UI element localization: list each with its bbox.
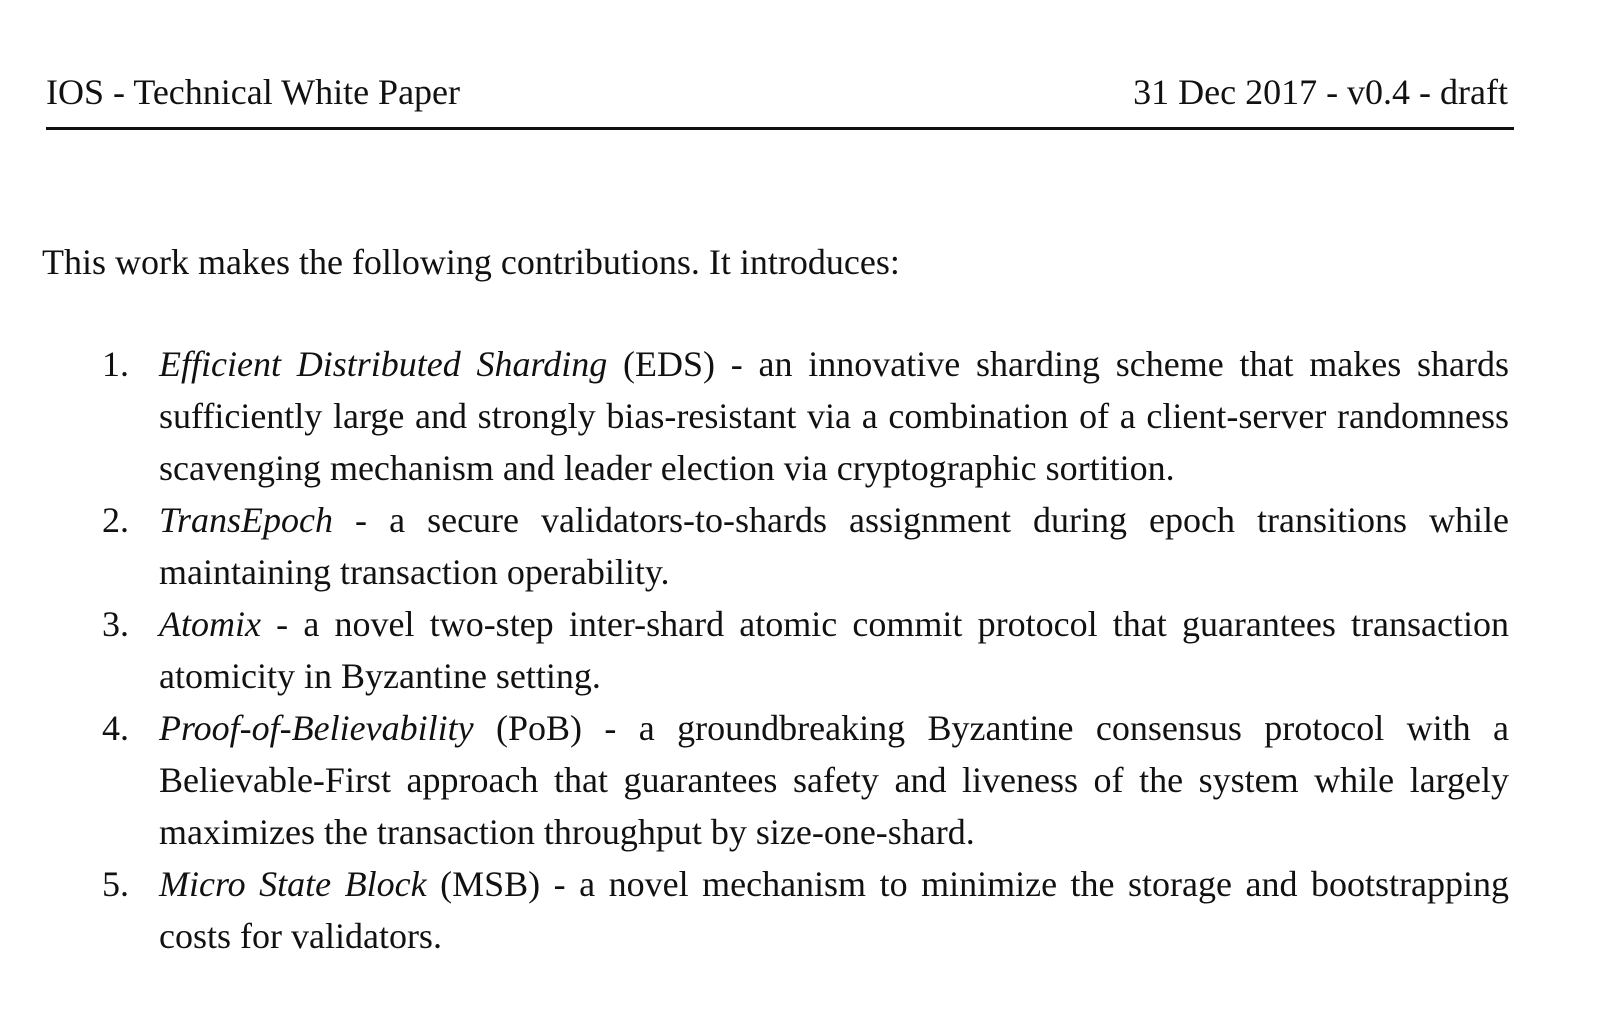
- document-title: IOS - Technical White Paper: [46, 72, 461, 112]
- list-item-term: Micro State Block: [159, 864, 427, 904]
- list-item-number: 4.: [102, 708, 129, 748]
- document-date-version: 31 Dec 2017 - v0.4 - draft: [1133, 72, 1508, 112]
- list-item: [0, 702, 1610, 858]
- list-item-text: [159, 598, 1509, 702]
- list-item-description: - a secure validators-to-shards assignment during epoch transitions while maintaining transaction operability.: [159, 500, 1509, 592]
- list-item-number: 5.: [102, 864, 129, 904]
- list-item: [0, 598, 1610, 702]
- list-item-description: (EDS) - an innovative sharding scheme that makes shards sufficiently large and strongly bias-resistant via a combination of a client-server randomness scavenging mechanism and leader election via cryptographic sortition.: [159, 344, 1510, 488]
- contributions-list: [0, 338, 1610, 962]
- list-item-text: [159, 494, 1509, 598]
- list-item-term: Atomix: [159, 604, 261, 644]
- list-item-number: 1.: [102, 344, 129, 384]
- list-item-text: [159, 858, 1509, 962]
- list-item-description: - a novel two-step inter-shard atomic commit protocol that guarantees transaction atomicity in Byzantine setting.: [159, 604, 1509, 696]
- list-item-text: [159, 702, 1509, 858]
- list-item-term: TransEpoch: [159, 500, 334, 540]
- list-item: [0, 858, 1610, 962]
- list-item-number: 2.: [102, 500, 129, 540]
- list-item-description: (MSB) - a novel mechanism to minimize the storage and bootstrapping costs for validators.: [159, 864, 1509, 956]
- list-item: [0, 338, 1610, 494]
- intro-paragraph: This work makes the following contributions. It introduces:: [42, 242, 900, 282]
- list-item-number: 3.: [102, 604, 129, 644]
- list-item-description: (PoB) - a groundbreaking Byzantine consensus protocol with a Believable-First approach that guarantees safety and liveness of the system while largely maximizes the transaction throughput by size-one-shard.: [159, 708, 1509, 852]
- list-item-term: Efficient Distributed Sharding: [159, 344, 608, 384]
- list-item: [0, 494, 1610, 598]
- page-header: [46, 68, 1514, 130]
- list-item-text: [159, 338, 1509, 494]
- list-item-term: Proof-of-Believability: [159, 708, 474, 748]
